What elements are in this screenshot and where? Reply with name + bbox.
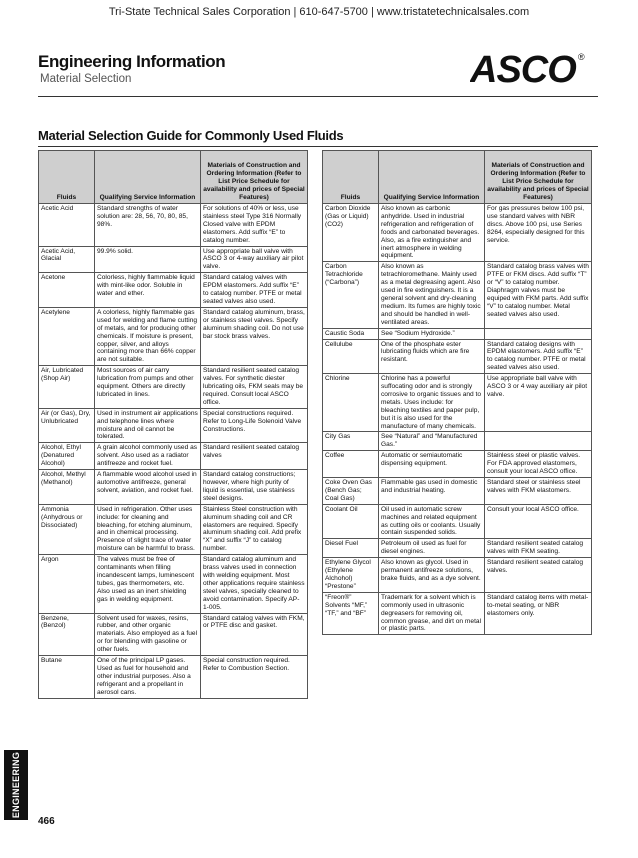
header-qualifying: Qualifying Service Information	[95, 151, 201, 204]
left-table-column	[38, 150, 307, 699]
qualifying-info-cell: Flammable gas used in domestic and industrial heating.	[379, 478, 485, 505]
qualifying-info-cell: The valves must be free of contaminants when filling incandescent lamps, luminescent tubes, gas thermometers, etc. Also used as an inert shielding gas in welding equipment.	[95, 555, 201, 613]
materials-cell: For gas pressures below 100 psi, use standard valves with NBR discs. Above 100 psi, use Series 8264, especially designed for this service.	[485, 204, 592, 262]
header-fluids: Fluids	[323, 151, 379, 204]
qualifying-info-cell: Also known as tetrachloromethane. Mainly used as a metal degreasing agent. Also used in fire extinguishers. It is a general solvent and dry-cleaning medium. Its fumes are highly toxic and should be handled in well-ventilated areas.	[379, 262, 485, 328]
fluid-cell: Acetic Acid	[39, 204, 95, 247]
material-table-left	[38, 150, 308, 699]
materials-cell: Use appropriate ball valve with ASCO 3 or 4-way auxiliary air pilot valve.	[201, 246, 308, 273]
materials-cell: Consult your local ASCO office.	[485, 504, 592, 539]
table-row	[323, 432, 592, 451]
fluid-cell: Coke Oven Gas (Bench Gas; Coal Gas)	[323, 478, 379, 505]
materials-cell	[485, 432, 592, 451]
qualifying-info-cell: See “Sodium Hydroxide.”	[379, 328, 485, 339]
page-title: Engineering Information	[38, 52, 226, 71]
qualifying-info-cell: Used in refrigeration. Other uses include: for cleaning and bleaching, for etching aluminum, and in chemical processing. Presence of slight trace of water moisture can be harmful to brass.	[95, 504, 201, 554]
table-row	[323, 204, 592, 262]
materials-cell: Stainless steel or plastic valves. For FDA approved elastomers, consult your local ASCO office.	[485, 451, 592, 478]
table-row	[39, 408, 308, 443]
materials-cell: Standard catalog designs with EPDM elastomers. Add suffix “E” to catalog number. PTFE or metal seated valves also used.	[485, 339, 592, 374]
qualifying-info-cell: Oil used in automatic screw machines and related equipment as cutting oils or coolants. Usually contain suspended solids.	[379, 504, 485, 539]
fluid-cell: Carbon Dioxide (Gas or Liquid) (CO2)	[323, 204, 379, 262]
qualifying-info-cell: Colorless, highly flammable liquid with mint-like odor. Soluble in water and ether.	[95, 273, 201, 308]
qualifying-info-cell: See “Natural” and “Manufactured Gas.”	[379, 432, 485, 451]
materials-cell: Standard catalog brass valves with PTFE or FKM discs. Add suffix “T” or “V” to catalog number. Diaphragm valves must be equiped with FKM parts. Add suffix “V” to catalog number. Metal seated valves also used.	[485, 262, 592, 328]
table-row	[323, 592, 592, 635]
table-row	[39, 443, 308, 470]
header-materials: Materials of Construction and Ordering Information (Refer to List Price Schedule for availability and prices of Special Features)	[201, 151, 308, 204]
materials-cell: Standard resilient seated catalog valves	[201, 443, 308, 470]
table-row	[323, 504, 592, 539]
qualifying-info-cell: 99.9% solid.	[95, 246, 201, 273]
qualifying-info-cell: Standard strengths of water solution are: 28, 56, 70, 80, 85, 98%.	[95, 204, 201, 247]
fluid-cell: Air, Lubricated (Shop Air)	[39, 366, 95, 409]
table-row	[323, 478, 592, 505]
section-rule	[38, 146, 598, 147]
qualifying-info-cell: Used in instrument air applications and telephone lines where moisture and oil cannot be tolerated.	[95, 408, 201, 443]
materials-cell: Special constructions required. Refer to Long-Life Solenoid Valve Constructions.	[201, 408, 308, 443]
materials-cell: Standard catalog constructions; however, where high purity of liquid is essential, use stainless steel designs.	[201, 470, 308, 505]
header-fluids: Fluids	[39, 151, 95, 204]
qualifying-info-cell: Automatic or semiautomatic dispensing equipment.	[379, 451, 485, 478]
fluid-cell: Coffee	[323, 451, 379, 478]
company-header-line: Tri-State Technical Sales Corporation | 610-647-5700 | www.tristatetechnicalsales.com	[108, 6, 530, 18]
page-subtitle: Material Selection	[40, 73, 132, 85]
materials-cell: Standard catalog valves with EPDM elastomers. Add suffix “E” to catalog number. PTFE or metal seated valves also used.	[201, 273, 308, 308]
fluid-cell: Alcohol, Ethyl (Denatured Alcohol)	[39, 443, 95, 470]
right-table-column	[322, 150, 591, 635]
materials-cell: Standard steel or stainless steel valves with FKM elastomers.	[485, 478, 592, 505]
materials-cell: Standard catalog items with metal-to-metal seating, or NBR elastomers only.	[485, 592, 592, 635]
qualifying-info-cell: A flammable wood alcohol used in automotive antifreeze, general solvent, aviation, and rocket fuel.	[95, 470, 201, 505]
section-title: Material Selection Guide for Commonly Used Fluids	[38, 128, 344, 143]
fluid-cell: Caustic Soda	[323, 328, 379, 339]
table-row	[323, 539, 592, 558]
qualifying-info-cell: One of the principal LP gases. Used as fuel for household and other industrial purposes. Also a refrigerant and a propellant in aerosol cans.	[95, 656, 201, 699]
fluid-cell: Alcohol, Methyl (Methanol)	[39, 470, 95, 505]
qualifying-info-cell: Trademark for a solvent which is commonly used in ultrasonic degreasers for removing oil, common grease, and dirt on metal or plastic parts.	[379, 592, 485, 635]
materials-cell	[485, 328, 592, 339]
fluid-cell: Cellulube	[323, 339, 379, 374]
fluid-cell: Acetylene	[39, 307, 95, 365]
fluid-cell: Diesel Fuel	[323, 539, 379, 558]
fluid-cell: Acetic Acid, Glacial	[39, 246, 95, 273]
qualifying-info-cell: Also known as glycol. Used in permanent antifreeze solutions, brake fluids, and as a dye solvent.	[379, 558, 485, 593]
fluid-cell: Coolant Oil	[323, 504, 379, 539]
table-row	[323, 451, 592, 478]
header-qualifying: Qualifying Service Information	[379, 151, 485, 204]
registered-mark: ®	[578, 52, 585, 62]
qualifying-info-cell: Also known as carbonic anhydride. Used in industrial refrigeration and refrigeration of foods and carbonated beverages. Also, as a fire extinguisher and inert atmosphere in welding equipment.	[379, 204, 485, 262]
logo-text: ASCO	[470, 50, 576, 88]
qualifying-info-cell: Most sources of air carry lubrication from pumps and other equipment. Others are directly lubricated in lines.	[95, 366, 201, 409]
table-row	[39, 307, 308, 365]
header-materials: Materials of Construction and Ordering Information (Refer to List Price Schedule for availability and prices of Special Features)	[485, 151, 592, 204]
table-row	[39, 504, 308, 554]
fluid-cell: “Freon®” Solvents “MF,” “TF,” and “BF”	[323, 592, 379, 635]
qualifying-info-cell: Solvent used for waxes, resins, rubber, and other organic materials. Also employed as a fuel or for blending with gasoline or other fuels.	[95, 613, 201, 656]
fluid-cell: Ethylene Glycol (Ethylene Alchohol) “Prestone”	[323, 558, 379, 593]
table-row	[39, 246, 308, 273]
table-row	[39, 613, 308, 656]
table-row	[323, 328, 592, 339]
materials-cell: Standard resilient seated catalog valves.	[485, 558, 592, 593]
qualifying-info-cell: One of the phosphate ester lubricating fluids which are fire resistant.	[379, 339, 485, 374]
qualifying-info-cell: Chlorine has a powerful suffocating odor and is strongly corrosive to organic tissues and to metals. Uses include: for bleaching textiles and paper pulp, but it is also used for the manufacture of many chemicals.	[379, 374, 485, 432]
materials-cell: Standard resilient seated catalog valves. For synthetic diester lubricating oils, FKM seals may be required. Consult local ASCO office.	[201, 366, 308, 409]
materials-cell: Standard resilient seated catalog valves with FKM seating.	[485, 539, 592, 558]
engineering-side-tab	[4, 750, 28, 820]
table-row	[39, 470, 308, 505]
qualifying-info-cell: A grain alcohol commonly used as solvent. Also used as a radiator antifreeze and rocket fuel.	[95, 443, 201, 470]
table-row	[39, 656, 308, 699]
page-number: 466	[38, 816, 55, 827]
materials-cell: Standard catalog valves with FKM, or PTFE disc and gasket.	[201, 613, 308, 656]
fluid-cell: Benzene, (Benzol)	[39, 613, 95, 656]
fluid-cell: Carbon Tetrachloride (“Carbona”)	[323, 262, 379, 328]
materials-cell: Standard catalog aluminum and brass valves used in connection with welding equipment. Most other applications require stainless steel valves, specially cleaned to avoid contamination. Specify AP-1-005.	[201, 555, 308, 613]
qualifying-info-cell: A colorless, highly flammable gas used for welding and flame cutting of metals, and for producing other chemicals. If moisture is present, copper, silver, and alloys containing more than 66% copper are not suitable.	[95, 307, 201, 365]
fluid-cell: Ammonia (Anhydrous or Dissociated)	[39, 504, 95, 554]
materials-cell: Stainless Steel construction with aluminum shading coil and CR elastomers are required. Specify aluminum shading coil. Add prefix “X” and suffix “J” to catalog number.	[201, 504, 308, 554]
header-rule	[38, 96, 598, 97]
fluid-cell: Butane	[39, 656, 95, 699]
table-row	[39, 204, 308, 247]
table-row	[323, 558, 592, 593]
table-row	[39, 555, 308, 613]
table-row	[323, 374, 592, 432]
side-tab-label: ENGINEERING	[11, 751, 21, 819]
fluid-cell: Acetone	[39, 273, 95, 308]
fluid-cell: Argon	[39, 555, 95, 613]
materials-cell: Use appropriate ball valve with ASCO 3 or 4 way auxiliary air pilot valve.	[485, 374, 592, 432]
table-row	[323, 262, 592, 328]
material-table-right	[322, 150, 592, 635]
fluid-cell: City Gas	[323, 432, 379, 451]
table-row	[39, 273, 308, 308]
materials-cell: Special construction required. Refer to Combustion Section.	[201, 656, 308, 699]
fluid-cell: Air (or Gas), Dry, Unlubricated	[39, 408, 95, 443]
qualifying-info-cell: Petroleum oil used as fuel for diesel engines.	[379, 539, 485, 558]
fluid-cell: Chlorine	[323, 374, 379, 432]
materials-cell: Standard catalog aluminum, brass, or stainless steel valves. Specify aluminum shading coil. Do not use bar stock brass valves.	[201, 307, 308, 365]
table-row	[323, 339, 592, 374]
asco-logo	[470, 50, 588, 88]
materials-cell: For solutions of 40% or less, use stainless steel Type 316 Normally Closed valve with EPDM elastomers. Add suffix “E” to catalog number.	[201, 204, 308, 247]
table-row	[39, 366, 308, 409]
